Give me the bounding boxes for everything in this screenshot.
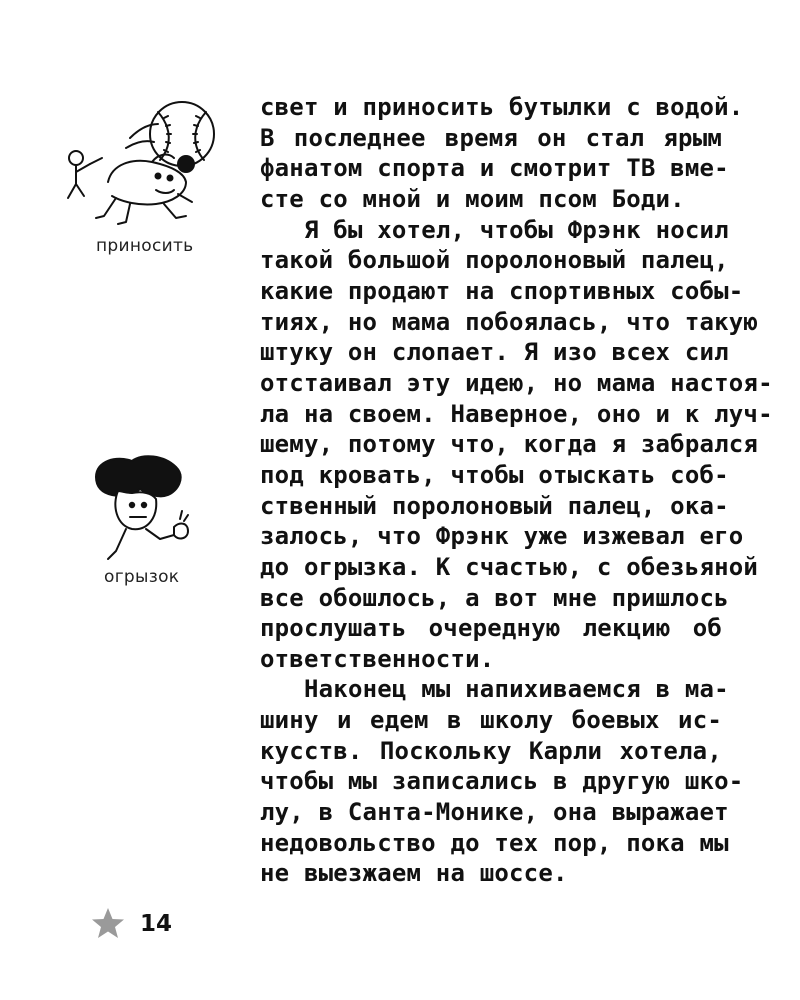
text-line: В последнее время он стал ярым <box>260 123 722 152</box>
text-line: недовольство до тех пор, пока мы <box>260 828 729 857</box>
text-line: чтобы мы записались в другую шко- <box>260 767 744 796</box>
text-line: свет и приносить бутылки с водой. <box>260 93 744 121</box>
margin-note-remnant: огрызок <box>104 567 180 587</box>
text-line: фанатом спорта и смотрит ТВ вме- <box>260 154 729 183</box>
text-line: до огрызка. К счастью, с обезьяной <box>260 552 759 581</box>
text-line: Я бы хотел, чтобы Фрэнк носил <box>304 215 729 244</box>
text-line: какие продают на спортивных собы- <box>260 276 744 305</box>
page-number: 14 <box>140 911 173 937</box>
text-line: такой большой поролоновый палец, <box>260 246 729 275</box>
text-line: лу, в Санта-Монике, она выражает <box>260 798 729 827</box>
character-with-remnant-icon <box>86 455 206 565</box>
text-line: шину и едем в школу боевых ис- <box>260 706 722 735</box>
margin-note-fetch: приносить <box>96 236 194 256</box>
text-line: шему, потому что, когда я забрался <box>260 430 759 459</box>
text-line: залось, что Фрэнк уже изжевал его <box>260 522 744 551</box>
text-line: штуку он слопает. Я изо всех сил <box>260 338 729 367</box>
text-line: ответственности. <box>260 644 495 673</box>
text-line: ственный поролоновый палец, ока- <box>260 491 729 520</box>
body-text <box>260 92 773 889</box>
text-line: все обошлось, а вот мне пришлось <box>260 583 729 612</box>
text-line: кусств. Поскольку Карли хотела, <box>260 736 722 765</box>
text-line: сте со мной и моим псом Боди. <box>260 184 685 213</box>
text-line: тиях, но мама побоялась, что такую <box>260 307 759 336</box>
text-line: не выезжаем на шоссе. <box>260 859 568 888</box>
star-icon <box>90 906 126 940</box>
text-line: под кровать, чтобы отыскать соб- <box>260 460 729 489</box>
text-line: отстаивал эту идею, но мама настоя- <box>260 368 773 397</box>
text-line: Наконец мы напихиваемся в ма- <box>304 675 729 704</box>
text-line: прослушать очередную лекцию об <box>260 614 722 643</box>
text-line: ла на своем. Наверное, оно и к луч- <box>260 399 773 428</box>
fetching-dog-with-ball-icon <box>60 98 220 228</box>
